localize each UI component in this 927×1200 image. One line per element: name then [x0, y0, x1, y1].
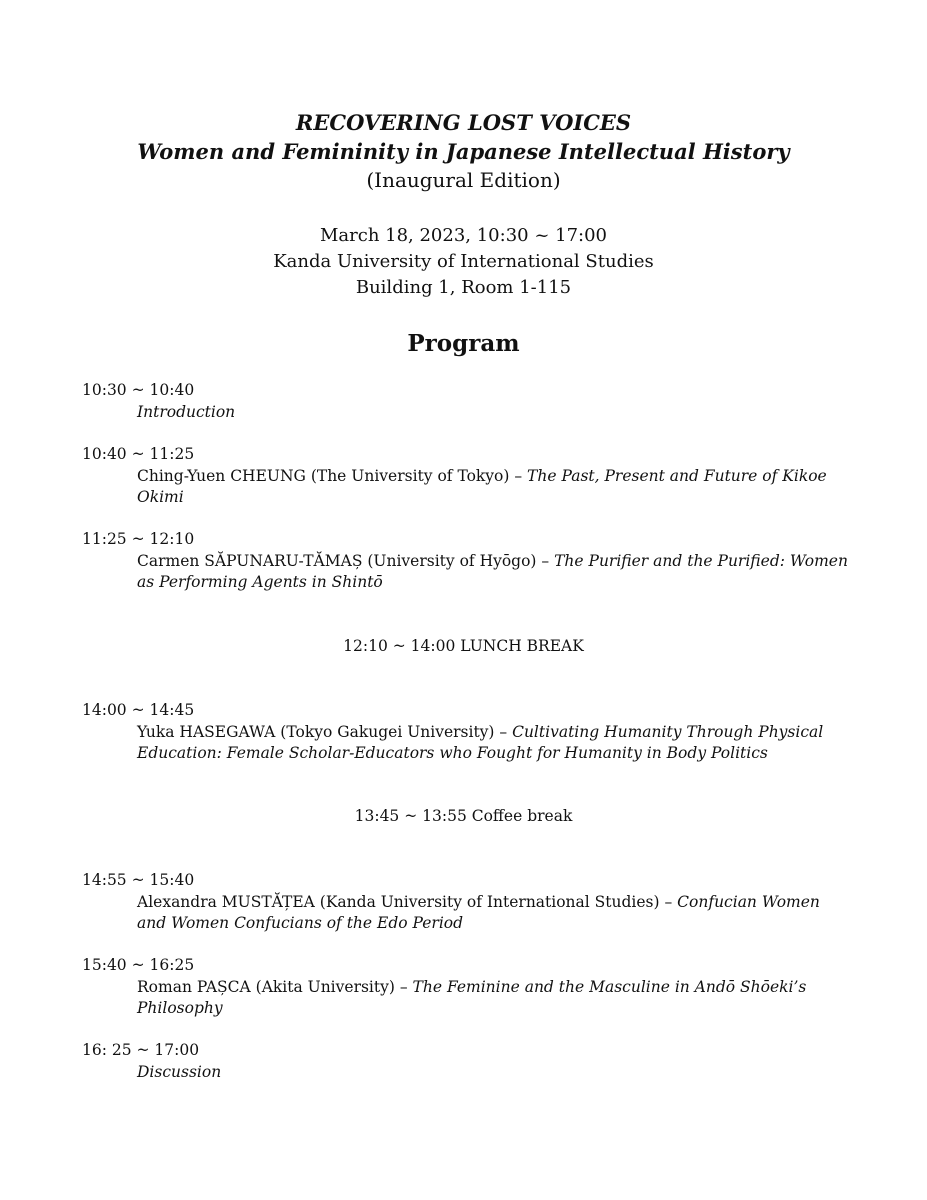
session-speaker: Yuka HASEGAWA (Tokyo Gakugei University) –	[137, 722, 513, 741]
program-session	[82, 700, 852, 765]
event-info	[0, 223, 927, 301]
event-room: Building 1, Room 1-115	[355, 277, 572, 298]
program-session	[82, 529, 852, 594]
session-time: 14:00 ~ 14:45	[82, 701, 195, 719]
session-title: Confucian Women and Women Confucians of the Edo Period	[137, 892, 820, 932]
document-header	[0, 108, 927, 195]
session-body	[137, 892, 852, 935]
session-title: Introduction	[137, 402, 236, 421]
program-session	[82, 444, 852, 509]
session-time: 14:55 ~ 15:40	[82, 871, 195, 889]
session-time: 11:25 ~ 12:10	[82, 530, 195, 548]
session-title: The Feminine and the Masculine in Andō Shōeki’s Philosophy	[137, 977, 807, 1017]
session-body	[137, 1062, 852, 1084]
program-session	[82, 380, 852, 423]
session-body	[137, 466, 852, 509]
session-body	[137, 551, 852, 594]
session-title: The Past, Present and Future of Kikoe Okimi	[137, 466, 827, 506]
session-body	[137, 722, 852, 765]
session-speaker: Ching-Yuen CHEUNG (The University of Tokyo) –	[137, 466, 528, 485]
lunch-break: 12:10 ~ 14:00 LUNCH BREAK	[343, 637, 584, 655]
event-date-time: March 18, 2023, 10:30 ~ 17:00	[319, 225, 608, 246]
program-session	[82, 955, 852, 1020]
session-title: Discussion	[137, 1062, 222, 1081]
session-speaker: Carmen SĂPUNARU-TĂMAȘ (University of Hyōgo) –	[137, 551, 555, 570]
event-venue: Kanda University of International Studies	[273, 251, 654, 272]
session-speaker: Alexandra MUSTĂȚEA (Kanda University of International Studies) –	[137, 892, 678, 911]
program-heading: Program	[407, 330, 520, 357]
document-subtitle: Women and Femininity in Japanese Intellectual History	[137, 139, 790, 164]
session-body	[137, 402, 852, 424]
session-title: The Purifier and the Purified: Women as Performing Agents in Shintō	[137, 551, 848, 591]
session-speaker: Roman PAȘCA (Akita University) –	[137, 977, 413, 996]
program-session	[82, 1040, 852, 1083]
session-time: 16: 25 ~ 17:00	[82, 1041, 200, 1059]
edition-label: (Inaugural Edition)	[366, 168, 561, 192]
document-title: RECOVERING LOST VOICES	[295, 110, 632, 135]
program-session	[82, 870, 852, 935]
session-body	[137, 977, 852, 1020]
coffee-break: 13:45 ~ 13:55 Coffee break	[354, 807, 573, 825]
session-time: 10:40 ~ 11:25	[82, 445, 195, 463]
session-time: 15:40 ~ 16:25	[82, 956, 195, 974]
session-time: 10:30 ~ 10:40	[82, 381, 195, 399]
session-title: Cultivating Humanity Through Physical Education: Female Scholar-Educators who Fought for Humanity in Body Politics	[137, 722, 824, 762]
